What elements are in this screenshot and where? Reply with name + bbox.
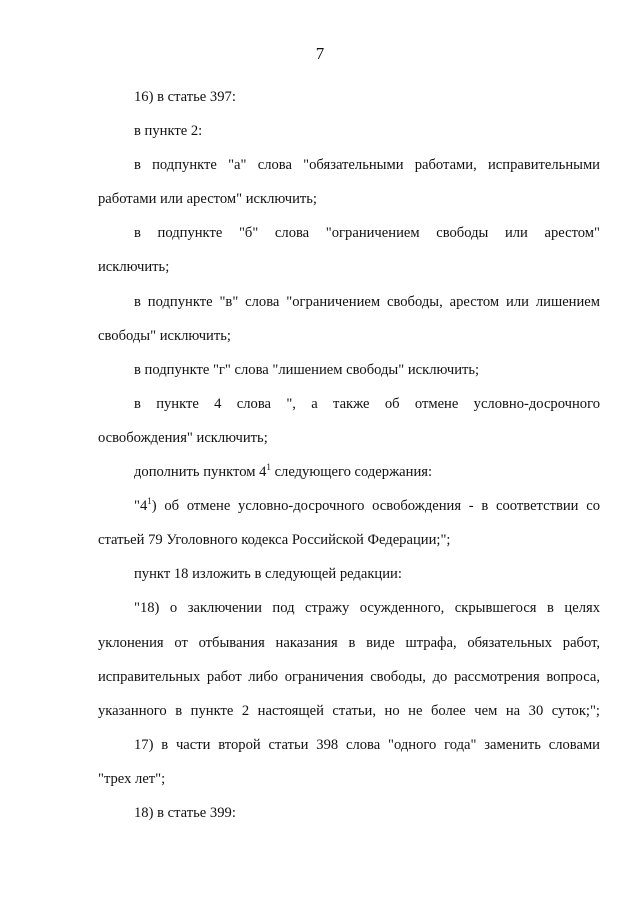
line-text: "4 — [134, 498, 148, 515]
paragraph-line: свободы" исключить; — [98, 327, 231, 344]
paragraph-line: исправительных работ либо ограничения свободы, до рассмотрения вопроса, — [98, 668, 600, 685]
paragraph-line: статьей 79 Уголовного кодекса Российской Федерации;"; — [98, 532, 451, 549]
superscript: 1 — [266, 462, 271, 473]
paragraph-line: "трех лет"; — [98, 770, 166, 787]
line-text: следующего содержания: — [270, 464, 433, 481]
page-number: 7 — [315, 44, 325, 63]
paragraph-line: работами или арестом" исключить; — [98, 191, 317, 208]
paragraph-line — [98, 455, 600, 489]
line-text: ) об отмене условно-досрочного освобождения - в соответствии со — [151, 498, 600, 515]
paragraph-line: в подпункте "в" слова "ограничением свободы, арестом или лишением — [134, 293, 600, 310]
paragraph-line: исключить; — [98, 259, 170, 276]
superscript: 1 — [147, 496, 152, 507]
paragraph-line: "18) о заключении под стражу осужденного, скрывшегося в целях — [134, 600, 600, 617]
paragraph-line: в пункте 4 слова ", а также об отмене условно-досрочного — [134, 395, 600, 412]
document-body — [98, 80, 600, 830]
article-399-heading: 18) в статье 399: — [134, 804, 236, 821]
article-397-heading: 16) в статье 397: — [134, 89, 236, 105]
paragraph-line: уклонения от отбывания наказания в виде штрафа, обязательных работ, — [98, 634, 600, 651]
paragraph-line: в пункте 2: — [134, 123, 203, 140]
paragraph-line: в подпункте "г" слова "лишением свободы" исключить; — [134, 361, 480, 378]
paragraph-line: в подпункте "б" слова "ограничением свободы или арестом" — [134, 225, 600, 242]
paragraph-line: в подпункте "а" слова "обязательными работами, исправительными — [134, 157, 600, 174]
paragraph-line: пункт 18 изложить в следующей редакции: — [134, 566, 402, 583]
line-text: дополнить пунктом 4 — [134, 464, 267, 481]
paragraph-line: освобождения" исключить; — [98, 429, 268, 446]
paragraph-line: указанного в пункте 2 настоящей статьи, но не более чем на 30 суток;"; — [98, 702, 600, 719]
paragraph-line: 17) в части второй статьи 398 слова "одного года" заменить словами — [134, 736, 600, 753]
paragraph-line — [98, 489, 600, 523]
